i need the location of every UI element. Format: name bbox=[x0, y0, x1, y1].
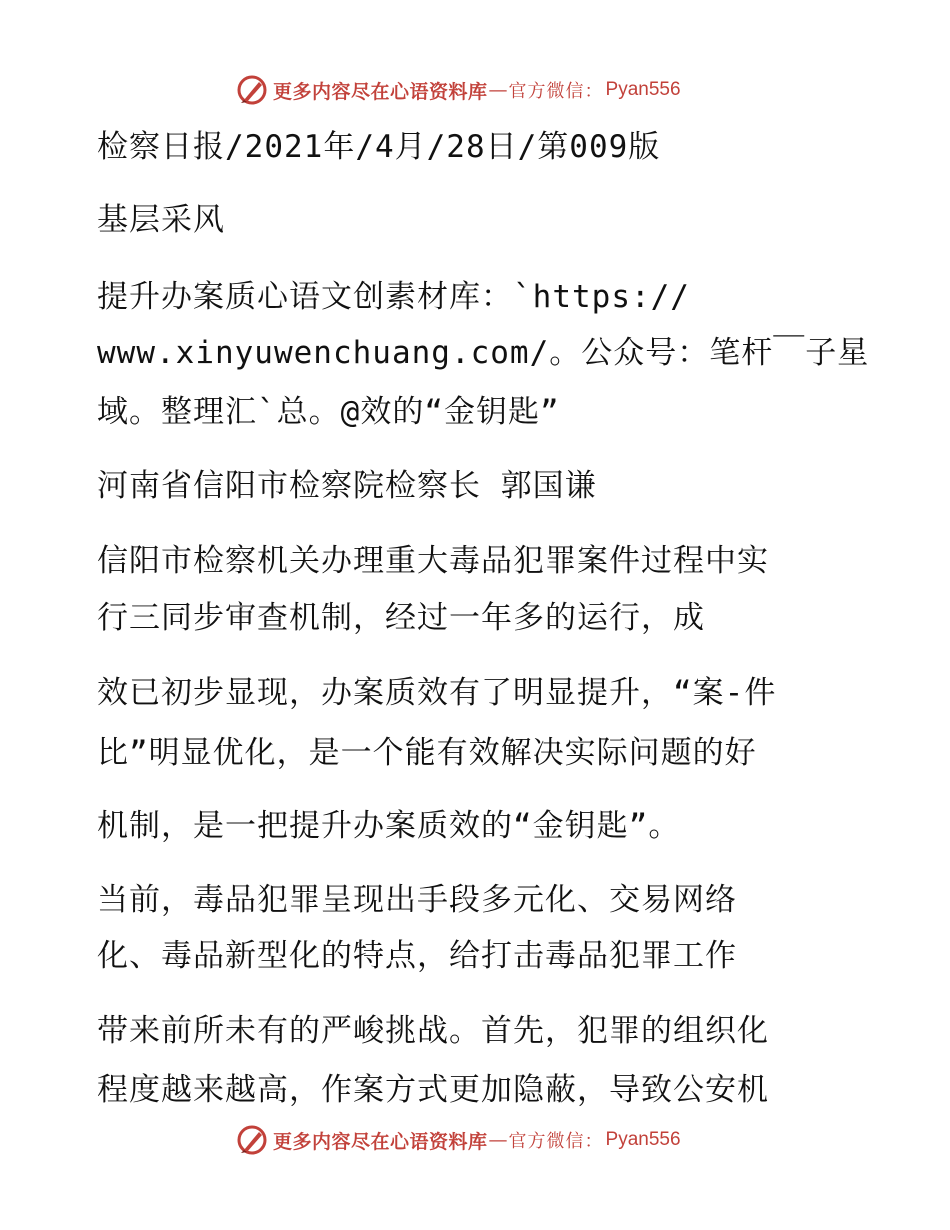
banner-wechat-label: 官方微信： bbox=[508, 1131, 604, 1152]
banner-separator: — bbox=[488, 1129, 508, 1151]
text-line-paragraph: 带来前所未有的严峻挑战。首先，犯罪的组织化 bbox=[97, 1013, 769, 1049]
text-line-title-2: www.xinyuwenchuang.com/。公众号：笔杆￣子星 bbox=[97, 335, 870, 371]
pen-logo-icon bbox=[235, 73, 269, 107]
text-line-author: 河南省信阳市检察院检察长 郭国谦 bbox=[97, 468, 597, 504]
banner-main-text: 更多内容尽在心语资料库 bbox=[273, 80, 488, 103]
text-line-paragraph: 信阳市检察机关办理重大毒品犯罪案件过程中实 bbox=[97, 543, 769, 579]
text-line-title-1: 提升办案质心语文创素材库：`https:// bbox=[97, 279, 690, 315]
banner-wechat-id: Pyan556 bbox=[605, 1129, 681, 1150]
text-line-title-3: 域。整理汇`总。@效的“金钥匙” bbox=[97, 394, 560, 430]
text-line-paragraph: 程度越来越高，作案方式更加隐蔽，导致公安机 bbox=[97, 1072, 769, 1108]
pen-logo-icon bbox=[235, 1123, 269, 1157]
banner-separator: — bbox=[488, 79, 508, 101]
text-line-paragraph: 比”明显优化，是一个能有效解决实际问题的好 bbox=[97, 735, 757, 771]
watermark-banner-bottom bbox=[235, 1123, 681, 1157]
text-line-source: 检察日报/2021年/4月/28日/第009版 bbox=[97, 129, 661, 165]
text-line-paragraph: 机制，是一把提升办案质效的“金钥匙”。 bbox=[97, 808, 681, 844]
text-line-paragraph: 化、毒品新型化的特点，给打击毒品犯罪工作 bbox=[97, 938, 737, 974]
text-line-column: 基层采风 bbox=[97, 202, 225, 238]
watermark-banner-top bbox=[235, 73, 681, 107]
banner-wechat-label: 官方微信： bbox=[508, 81, 604, 102]
text-line-paragraph: 效已初步显现，办案质效有了明显提升，“案-件 bbox=[97, 675, 777, 711]
text-line-paragraph: 当前，毒品犯罪呈现出手段多元化、交易网络 bbox=[97, 882, 737, 918]
text-line-paragraph: 行三同步审查机制，经过一年多的运行，成 bbox=[97, 600, 705, 636]
banner-wechat-id: Pyan556 bbox=[605, 79, 681, 100]
banner-main-text: 更多内容尽在心语资料库 bbox=[273, 1130, 488, 1153]
